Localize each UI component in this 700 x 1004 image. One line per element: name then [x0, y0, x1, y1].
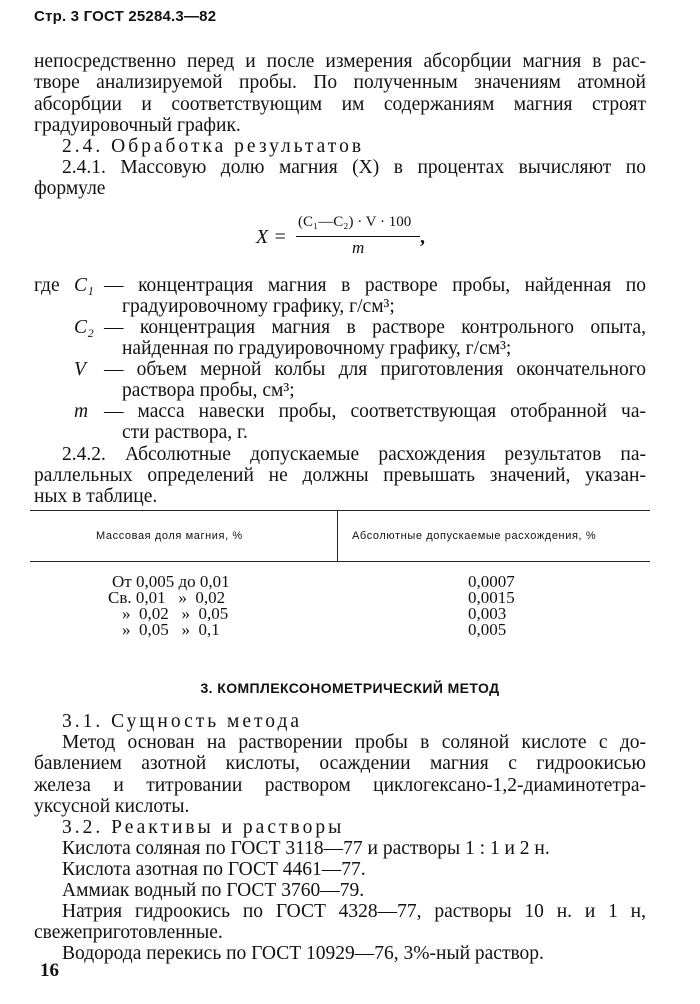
page-header: Стр. 3 ГОСТ 25284.3—82 — [34, 8, 217, 25]
subsection-heading: 3.2. Реактивы и растворы — [62, 817, 345, 838]
formula — [256, 214, 436, 258]
paragraph-line: Метод основан на растворении пробы в соляной кислоте с до- — [62, 732, 646, 753]
reagent-line: Аммиак водный по ГОСТ 3760—79. — [62, 880, 365, 901]
paragraph-line: бавлением азотной кислоты, осаждении магния с гидроокисью — [34, 753, 646, 774]
table-cell: » 0,02 » 0,05 — [122, 604, 229, 623]
reagent-line: Водорода перекись по ГОСТ 10929—76, 3%-ный раствор. — [62, 943, 544, 964]
paragraph-line: формуле — [34, 178, 106, 199]
table-cell: От 0,005 до 0,01 — [112, 572, 230, 591]
table-cell: 0,005 — [468, 620, 507, 639]
paragraph-line: градуировочный график. — [34, 115, 241, 136]
definition-prefix: где — [34, 275, 60, 296]
table-header-rule — [30, 561, 650, 562]
definition-symbol: m — [74, 401, 89, 422]
definition-symbol: C₂ — [74, 317, 94, 338]
definition-symbol: C₁ — [74, 275, 94, 296]
paragraph-line: уксусной кислоты. — [34, 796, 190, 817]
fraction-bar — [296, 236, 420, 237]
table-cell: 0,003 — [468, 604, 507, 623]
paragraph-line: 2.4.2. Абсолютные допускаемые расхождения результатов па- — [62, 444, 646, 465]
table-column-divider — [337, 510, 338, 562]
reagent-line: Натрия гидроокись по ГОСТ 4328—77, растворы 10 н. и 1 н, — [62, 901, 646, 922]
table-cell: » 0,05 » 0,1 — [122, 620, 220, 639]
table-cell: Св. 0,01 » 0,02 — [108, 588, 226, 607]
definition-text: градуировочному графику, г/см³; — [122, 296, 395, 317]
paragraph-line: железа и титровании раствором циклогексано-1,2-диаминотетра- — [34, 775, 646, 796]
definition-text: — масса навески пробы, соответствующая отобранной ча- — [104, 401, 646, 422]
definition-text: — концентрация магния в растворе пробы, найденная по — [104, 275, 646, 296]
paragraph-line: абсорбции и соответствующим им содержаниям магния строят — [34, 94, 646, 115]
definition-text: — объем мерной колбы для приготовления окончательного — [104, 359, 646, 380]
formula-lhs: X = — [256, 226, 287, 248]
formula-denominator: m — [352, 238, 365, 257]
paragraph-line: непосредственно перед и после измерения абсорбции магния в рас- — [34, 51, 646, 72]
paragraph-line: творе анализируемой пробы. По полученным значениям атомной — [34, 72, 646, 93]
table-top-rule — [30, 510, 650, 511]
definition-text: найденная по градуировочному графику, г/см³; — [122, 338, 512, 359]
paragraph-line: 2.4.1. Массовую долю магния (X) в процентах вычисляют по — [62, 157, 646, 178]
table-cell: 0,0015 — [468, 588, 515, 607]
reagent-line: Кислота азотная по ГОСТ 4461—77. — [62, 859, 366, 880]
subsection-heading: 3.1. Сущность метода — [62, 711, 303, 732]
definition-text: — концентрация магния в растворе контрольного опыта, — [104, 317, 646, 338]
paragraph-line: раллельных определений не должны превышать значений, указан- — [34, 465, 646, 486]
definition-text: раствора пробы, см³; — [122, 380, 295, 401]
reagent-line: свежеприготовленные. — [34, 922, 223, 943]
definition-symbol: V — [74, 359, 86, 380]
formula-comma: , — [420, 226, 425, 248]
paragraph-line: ных в таблице. — [34, 486, 158, 507]
table-header-tolerance: Абсолютные допускаемые расхождения, % — [352, 530, 597, 542]
section-heading: 3. КОМПЛЕКСОНОМЕТРИЧЕСКИЙ МЕТОД — [200, 680, 500, 696]
definition-text: сти раствора, г. — [122, 422, 248, 443]
table-cell: 0,0007 — [468, 572, 515, 591]
page-number: 16 — [40, 960, 59, 981]
formula-numerator: (C₁—C₂) · V · 100 — [298, 214, 412, 230]
reagent-line: Кислота соляная по ГОСТ 3118—77 и растворы 1 : 1 и 2 н. — [62, 838, 550, 859]
table-header-mass-fraction: Массовая доля магния, % — [96, 530, 243, 542]
subsection-heading: 2.4. Обработка результатов — [62, 136, 365, 157]
